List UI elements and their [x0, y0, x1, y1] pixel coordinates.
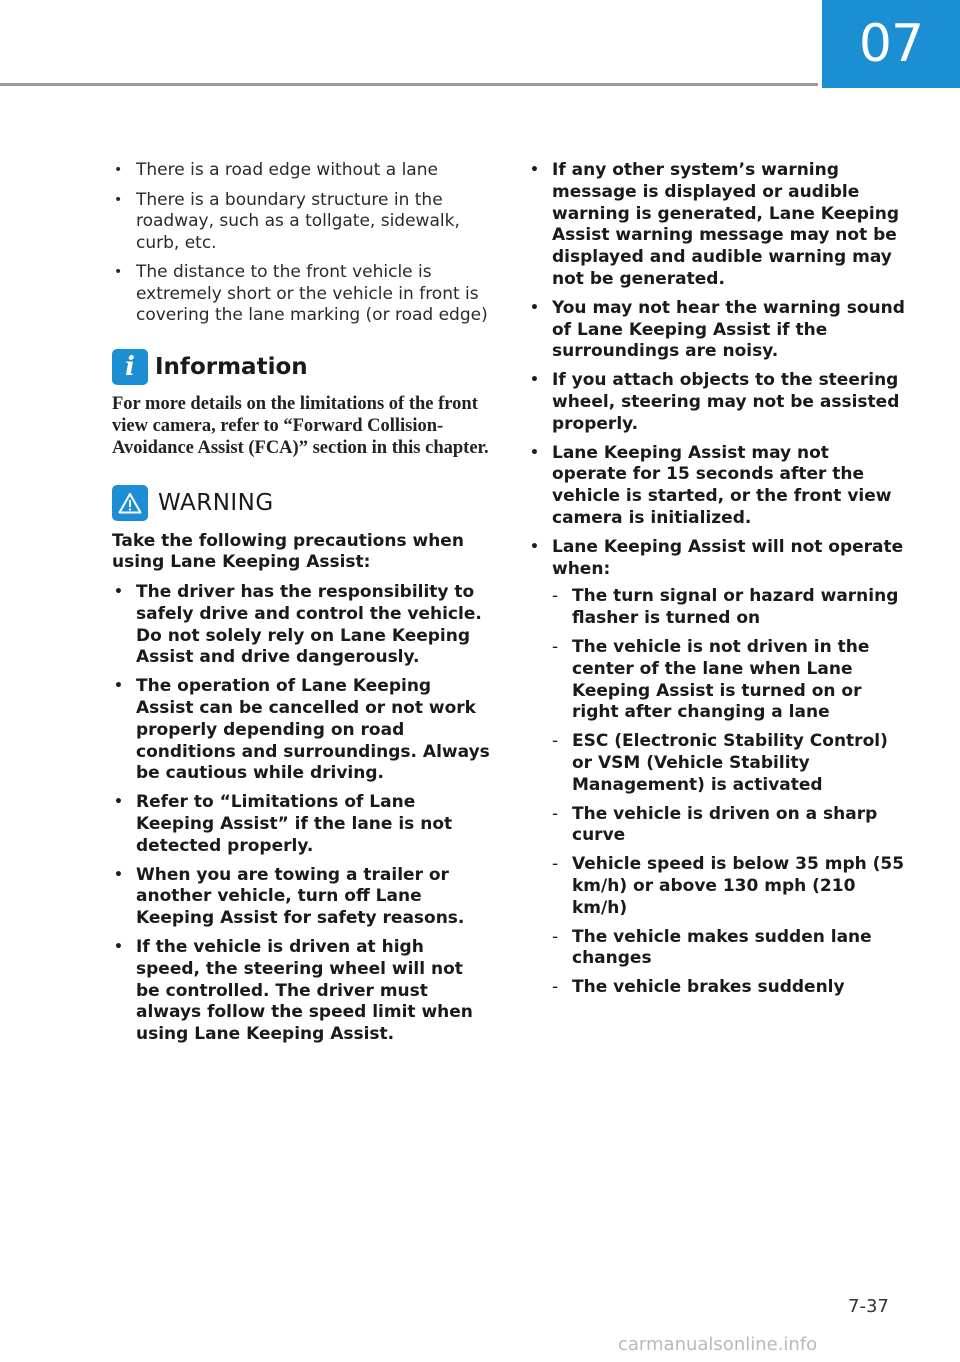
sub-list-item: - The vehicle is not driven in the center of the lane when Lane Keeping Assist is turned on or right after changing a lane: [552, 637, 906, 724]
information-body: For more details on the limitations of the front view camera, refer to “Forward Collision-Avoidance Assist (FCA)” section in this chapter.: [112, 393, 489, 458]
sub-list-item: - The vehicle makes sudden lane changes: [552, 927, 906, 971]
list-item: • You may not hear the warning sound of Lane Keeping Assist if the surroundings are noisy.: [528, 298, 906, 363]
watermark: carmanualsonline.info: [618, 1334, 818, 1355]
warning-list: [112, 582, 490, 1046]
information-heading: [112, 349, 490, 385]
list-item-text: Lane Keeping Assist will not operate when:: [552, 536, 904, 579]
list-item-with-subitems: [528, 537, 906, 999]
list-item: • Lane Keeping Assist may not operate for 15 seconds after the vehicle is started, or the front view camera is initialized.: [528, 443, 906, 530]
warning-list-continued: [528, 160, 906, 999]
list-item: • The operation of Lane Keeping Assist can be cancelled or not work properly depending on road conditions and surroundings. Always be cautious while driving.: [112, 676, 490, 785]
information-title: Information: [155, 353, 308, 380]
list-item: • If you attach objects to the steering wheel, steering may not be assisted properly.: [528, 370, 906, 435]
condition-list: [112, 160, 490, 327]
list-item: • When you are towing a trailer or another vehicle, turn off Lane Keeping Assist for safety reasons.: [112, 865, 490, 930]
warning-heading: [112, 485, 490, 521]
sub-list: [552, 586, 906, 999]
list-item: • Refer to “Limitations of Lane Keeping Assist” if the lane is not detected properly.: [112, 792, 490, 857]
page-number: 7-37: [848, 1296, 889, 1317]
list-item: • If any other system’s warning message is displayed or audible warning is generated, Lane Keeping Assist warning message may not be displayed and audible warning may not be generated.: [528, 160, 906, 291]
warning-icon: [112, 485, 148, 521]
list-item: • If the vehicle is driven at high speed, the steering wheel will not be controlled. The driver must always follow the speed limit when using Lane Keeping Assist.: [112, 937, 490, 1046]
list-item: • The distance to the front vehicle is extremely short or the vehicle in front is covering the lane marking (or road edge): [112, 262, 490, 327]
sub-list-item: - Vehicle speed is below 35 mph (55 km/h) or above 130 mph (210 km/h): [552, 854, 906, 919]
right-column: [528, 160, 906, 1006]
header-rule: [0, 83, 818, 86]
list-item: • The driver has the responsibility to safely drive and control the vehicle. Do not solely rely on Lane Keeping Assist and drive dangerously.: [112, 582, 490, 669]
sub-list-item: - The vehicle is driven on a sharp curve: [552, 804, 906, 848]
info-icon: i: [112, 349, 148, 385]
list-item: • There is a road edge without a lane: [112, 160, 490, 182]
sub-list-item: - The vehicle brakes suddenly: [552, 977, 906, 999]
warning-title: WARNING: [158, 489, 274, 516]
warning-intro: Take the following precautions when using Lane Keeping Assist:: [112, 530, 464, 573]
sub-list-item: - The turn signal or hazard warning flasher is turned on: [552, 586, 906, 630]
left-column: [112, 160, 490, 1053]
chapter-tab: 07: [822, 0, 960, 88]
sub-list-item: - ESC (Electronic Stability Control) or VSM (Vehicle Stability Management) is activated: [552, 731, 906, 796]
list-item: • There is a boundary structure in the roadway, such as a tollgate, sidewalk, curb, etc.: [112, 190, 490, 255]
